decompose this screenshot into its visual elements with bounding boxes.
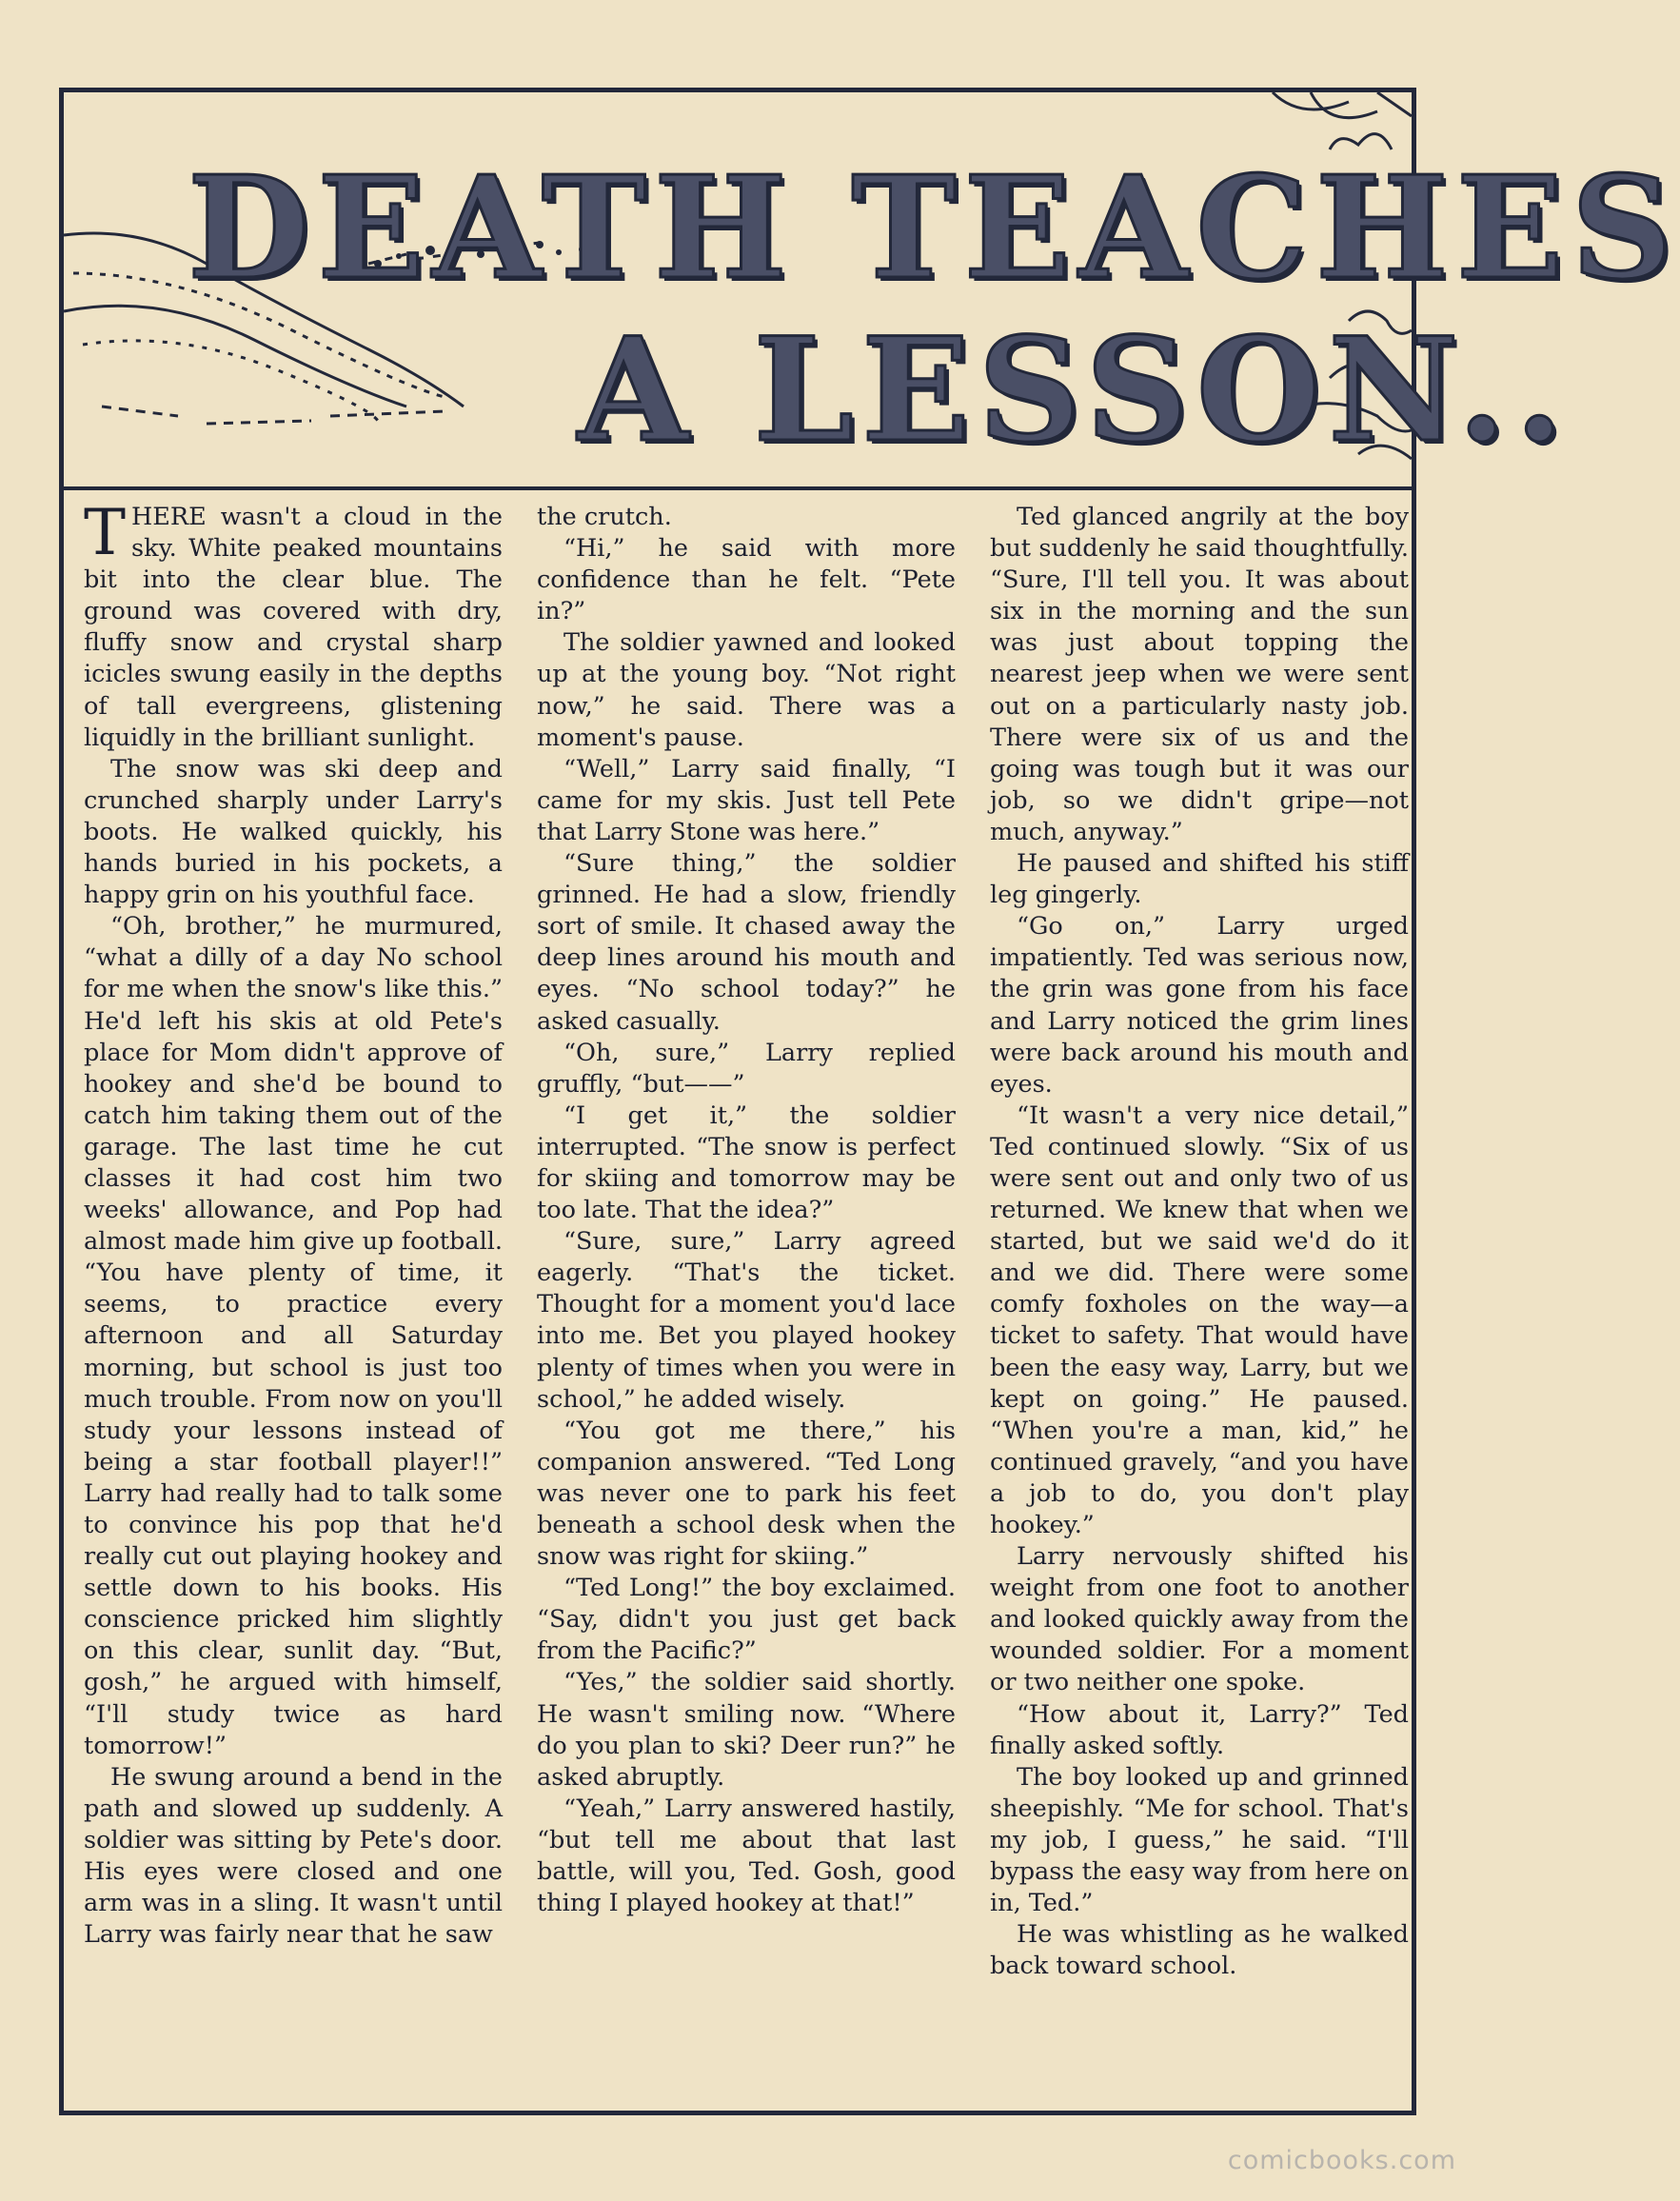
- story-title-line-1: DEATH TEACHES: [188, 145, 1680, 310]
- paragraph: The boy looked up and grinned sheepishly. “Me for school. That's my job, I guess,” he said. “I'll bypass the easy way from here on in, Ted.”: [990, 1762, 1409, 1918]
- paragraph: [84, 496, 503, 754]
- story-text-columns: [84, 496, 1409, 2101]
- paragraph: “Oh, brother,” he murmured, “what a dilly of a day No school for me when the snow's like this.” He'd left his skis at old Pete's place for Mom didn't approve of hookey and she'd be bound to catch him taking them out of the garage. The last time he cut classes it had cost him two weeks' allowance, and Pop had almost made him give up football. “You have plenty of time, it seems, to practice every afternoon and all Saturday morning, but school is just too much trouble. From now on you'll study your lessons instead of being a star football player!!” Larry had really had to talk some to convince his pop that he'd really cut out playing hookey and settle down to his books. His conscience pricked him slightly on this clear, sunlit day. “But, gosh,” he argued with himself, “I'll study twice as hard tomorrow!”: [84, 912, 503, 1760]
- text-column-3: [990, 502, 1409, 2101]
- paragraph: “How about it, Larry?” Ted finally asked softly.: [990, 1699, 1409, 1760]
- paragraph: He swung around a bend in the path and slowed up suddenly. A soldier was sitting by Pete's door. His eyes were closed and one arm was in a sling. It wasn't until Larry was fairly near that he saw: [84, 1762, 503, 1950]
- paragraph: “I get it,” the soldier interrupted. “The snow is perfect for skiing and tomorrow may be too late. That the idea?”: [537, 1100, 956, 1225]
- paragraph: “Sure thing,” the soldier grinned. He had a slow, friendly sort of smile. It chased away the deep lines around his mouth and eyes. “No school today?” he asked casually.: [537, 849, 956, 1036]
- paragraph-text: HERE wasn't a cloud in the sky. White peaked mountains bit into the clear blue. The ground was covered with dry, fluffy snow and crystal sharp icicles swung easily in the depths of tall evergreens, glistening liquidly in the brilliant sunlight.: [84, 503, 503, 752]
- paragraph: “You got me there,” his companion answered. “Ted Long was never one to park his feet beneath a school desk when the snow was right for skiing.”: [537, 1416, 956, 1572]
- paragraph: “Yeah,” Larry answered hastily, “but tell me about that last battle, will you, Ted. Gosh, good thing I played hookey at that!”: [537, 1794, 956, 1918]
- paragraph: “It wasn't a very nice detail,” Ted continued slowly. “Six of us were sent out and only two of us returned. We knew that when we started, but we said we'd do it and we did. There were some comfy foxholes on the way—a ticket to safety. That would have been the easy way, Larry, but we kept on going.” He paused. “When you're a man, kid,” he continued gravely, “and you have a job to do, you don't play hookey.”: [990, 1100, 1409, 1539]
- paragraph: The soldier yawned and looked up at the young boy. “Not right now,” he said. There was a moment's pause.: [537, 628, 956, 752]
- title-panel: [64, 92, 1680, 490]
- text-column-2: [537, 502, 956, 2101]
- paragraph: “Ted Long!” the boy exclaimed. “Say, didn't you just get back from the Pacific?”: [537, 1574, 956, 1666]
- paragraph: “Sure, sure,” Larry agreed eagerly. “That's the ticket. Thought for a moment you'd lace into me. Bet you played hookey plenty of times when you were in school,” he added wisely.: [537, 1227, 956, 1414]
- paragraph: “Well,” Larry said finally, “I came for my skis. Just tell Pete that Larry Stone was here.”: [537, 754, 956, 846]
- story-title-line-2: A LESSON..: [578, 307, 1572, 474]
- site-watermark: comicbooks.com: [1227, 2146, 1456, 2175]
- text-column-1: [84, 496, 503, 2101]
- paragraph: “Go on,” Larry urged impatiently. Ted was serious now, the grin was gone from his face and Larry noticed the grim lines were back around his mouth and eyes.: [990, 912, 1409, 1099]
- paragraph: He paused and shifted his stiff leg gingerly.: [990, 849, 1409, 910]
- paragraph: Larry nervously shifted his weight from one foot to another and looked quickly away from the wounded soldier. For a moment or two neither one spoke.: [990, 1542, 1409, 1697]
- paragraph: Ted glanced angrily at the boy but suddenly he said thoughtfully. “Sure, I'll tell you. It was about six in the morning and the sun was just about topping the nearest jeep when we were sent out on a particularly nasty job. There were six of us and the going was tough but it was our job, so we didn't gripe—not much, anyway.”: [990, 503, 1409, 846]
- paragraph: He was whistling as he walked back toward school.: [990, 1920, 1409, 1981]
- paragraph: The snow was ski deep and crunched sharply under Larry's boots. He walked quickly, his hands buried in his pockets, a happy grin on his youthful face.: [84, 754, 503, 910]
- paragraph: “Yes,” the soldier said shortly. He wasn't smiling now. “Where do you plan to ski? Deer run?” he asked abruptly.: [537, 1668, 956, 1792]
- paragraph: the crutch.: [537, 503, 672, 531]
- paragraph: “Hi,” he said with more confidence than he felt. “Pete in?”: [537, 534, 956, 626]
- drop-cap: T: [84, 496, 127, 569]
- paragraph: “Oh, sure,” Larry replied gruffly, “but——”: [537, 1038, 956, 1099]
